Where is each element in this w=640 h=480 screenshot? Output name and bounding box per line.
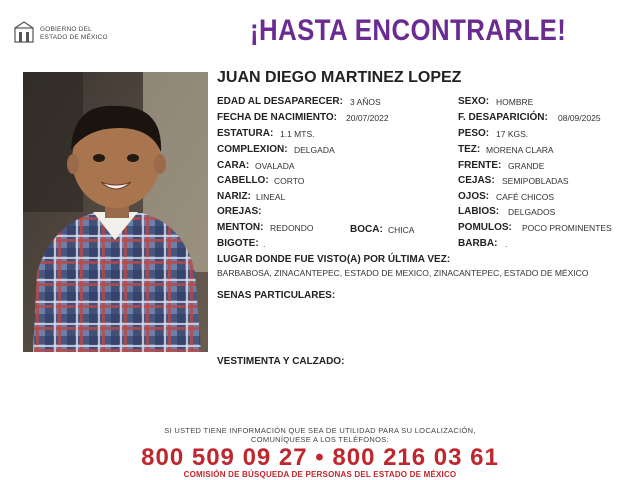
fecha-nacimiento-value: 20/07/2022 <box>346 113 389 123</box>
phone-separator: • <box>315 444 325 471</box>
phone-1[interactable]: 800 509 09 27 <box>141 444 308 471</box>
cejas-label: CEJAS: <box>458 175 495 186</box>
boca-value: CHICA <box>388 225 415 235</box>
frente-value: GRANDE <box>508 161 545 171</box>
peso-label: PESO: <box>458 128 490 139</box>
cara-label: CARA: <box>217 160 250 171</box>
tez-value: MORENA CLARA <box>486 145 554 155</box>
ojos-value: CAFÉ CHICOS <box>496 192 555 202</box>
logo-line-1: GOBIERNO DEL <box>40 26 92 33</box>
estatura-value: 1.1 MTS. <box>280 129 315 139</box>
logo-line-2: ESTADO DE MÉXICO <box>40 34 108 41</box>
info-line-2: COMUNÍQUESE A LOS TELÉFONOS: <box>251 435 389 444</box>
person-photo <box>23 72 208 352</box>
sexo-label: SEXO: <box>458 96 490 107</box>
sexo-value: HOMBRE <box>496 97 534 107</box>
fecha-desaparicion-value: 08/09/2025 <box>558 113 601 123</box>
frente-label: FRENTE: <box>458 160 502 171</box>
complexion-label: COMPLEXION: <box>217 144 288 155</box>
bigote-value: . <box>263 239 266 249</box>
bigote-label: BIGOTE: <box>217 238 259 249</box>
edad-value: 3 AÑOS <box>350 97 381 107</box>
barba-value: . <box>505 239 508 249</box>
edad-label: EDAD AL DESAPARECER: <box>217 96 343 107</box>
menton-label: MENTON: <box>217 222 264 233</box>
pomulos-label: POMULOS: <box>458 222 512 233</box>
cabello-label: CABELLO: <box>217 175 269 186</box>
orejas-label: OREJAS: <box>217 206 262 217</box>
phone-2[interactable]: 800 216 03 61 <box>332 444 499 471</box>
phone-numbers <box>0 444 640 472</box>
peso-value: 17 KGS. <box>496 129 529 139</box>
government-logo <box>12 20 122 46</box>
labios-value: DELGADOS <box>508 207 556 217</box>
info-line-1: SI USTED TIENE INFORMACIÓN QUE SEA DE UTILIDAD PARA SU LOCALIZACIÓN, <box>164 426 476 435</box>
child-portrait-image <box>23 72 208 352</box>
nariz-value: LINEAL <box>256 192 286 202</box>
boca-label: BOCA: <box>350 224 383 235</box>
person-name: JUAN DIEGO MARTINEZ LOPEZ <box>217 69 462 86</box>
nariz-label: NARIZ: <box>217 191 251 202</box>
senas-particulares-label: SENAS PARTICULARES: <box>217 290 336 301</box>
estatura-label: ESTATURA: <box>217 128 274 139</box>
state-emblem-icon <box>12 20 36 44</box>
ojos-label: OJOS: <box>458 191 490 202</box>
fecha-nacimiento-label: FECHA DE NACIMIENTO: <box>217 112 337 123</box>
tez-label: TEZ: <box>458 144 481 155</box>
last-seen-value: BARBABOSA, ZINACANTEPEC, ESTADO DE MEXICO, ZINACANTEPEC, ESTADO DE MÉXICO <box>217 268 589 278</box>
fecha-desaparicion-label: F. DESAPARICIÓN: <box>458 112 548 123</box>
pomulos-value: POCO PROMINENTES <box>522 223 612 233</box>
commission-name: COMISIÓN DE BÚSQUEDA DE PERSONAS DEL ESTADO DE MÉXICO <box>183 470 457 479</box>
labios-label: LABIOS: <box>458 206 500 217</box>
menton-value: REDONDO <box>270 223 314 233</box>
headline: ¡HASTA ENCONTRARLE! <box>250 14 567 47</box>
cejas-value: SEMIPOBLADAS <box>502 176 569 186</box>
cara-value: OVALADA <box>255 161 295 171</box>
vestimenta-label: VESTIMENTA Y CALZADO: <box>217 356 345 367</box>
complexion-value: DELGADA <box>294 145 335 155</box>
last-seen-label: LUGAR DONDE FUE VISTO(A) POR ÚLTIMA VEZ: <box>217 254 451 265</box>
cabello-value: CORTO <box>274 176 305 186</box>
barba-label: BARBA: <box>458 238 498 249</box>
